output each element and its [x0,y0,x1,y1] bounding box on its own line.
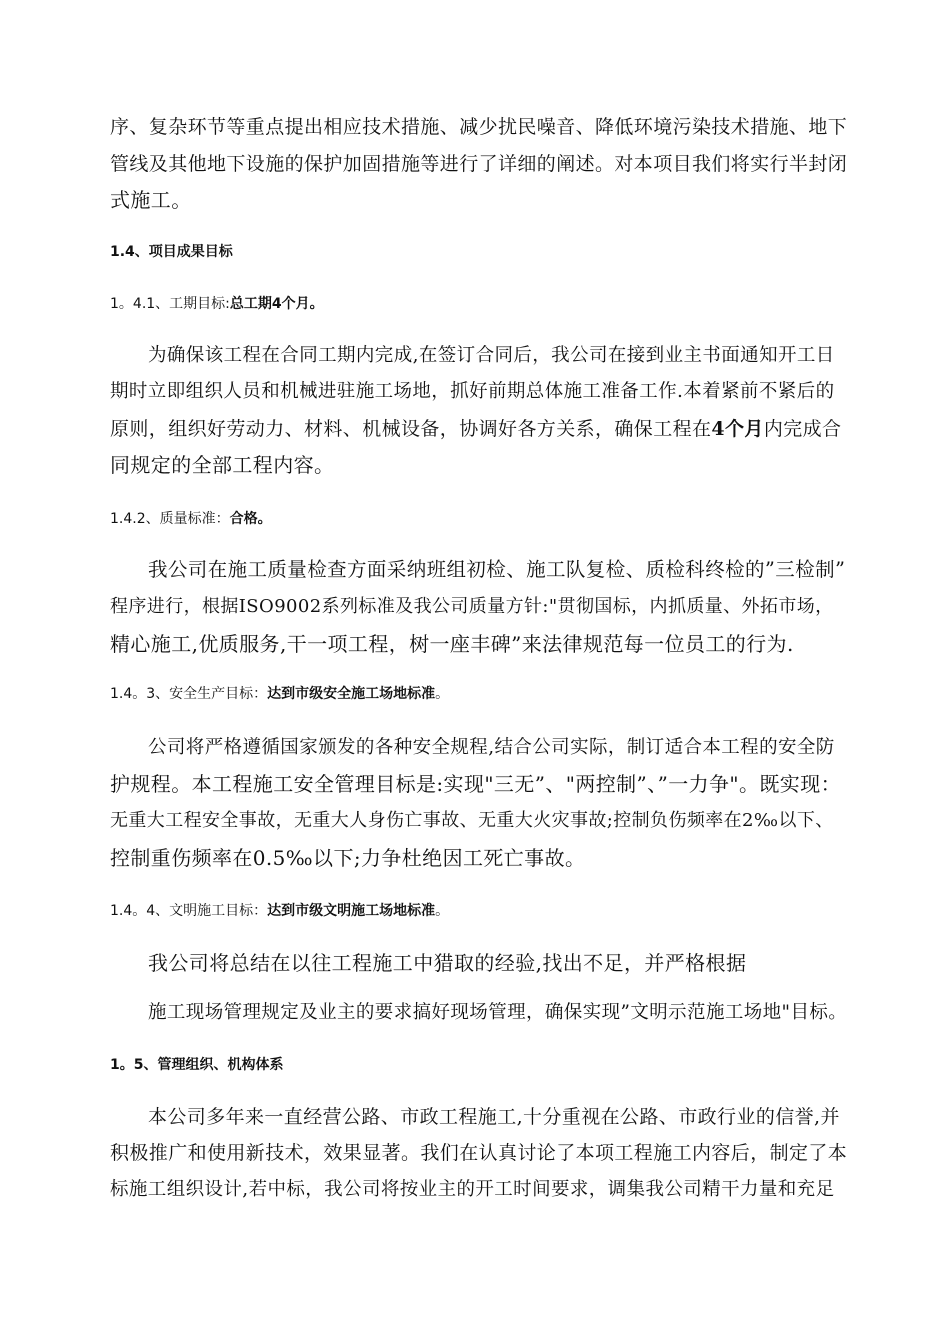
paragraph-line: 精心施工,优质服务,干一项工程，树一座丰碑”来法律规范每一位员工的行为. [110,632,794,656]
subsection-heading-1-4-4 [110,903,449,919]
heading-label: 1。4.1、工期目标: [110,296,230,312]
paragraph-line: 同规定的全部工程内容。 [110,453,335,477]
subsection-heading-1-4-1 [110,296,324,312]
paragraph-line: 公司将严格遵循国家颁发的各种安全规程,结合公司实际，制订适合本工程的安全防 [148,737,835,758]
subsection-heading-1-4-2 [110,511,272,527]
paragraph-line: 我公司在施工质量检查方面采纳班组初检、施工队复检、质检科终检的”三检制” [148,558,846,581]
heading-label: 1.4。3、安全生产目标： [110,686,268,702]
text-run: 内完成合 [763,418,842,440]
paragraph-line: 期时立即组织人员和机械进驻施工场地，抓好前期总体施工准备工作.本着紧前不紧后的 [110,381,835,402]
paragraph-line: 施工现场管理规定及业主的要求搞好现场管理，确保实现”文明示范施工场地"目标。 [148,1002,848,1023]
heading-value: 达到市级安全施工场地标准 [267,686,436,702]
paragraph-line: 我公司将总结在以往工程施工中猎取的经验,找出不足，并严格根据 [148,951,747,975]
paragraph-line: 标施工组织设计,若中标，我公司将按业主的开工时间要求，调集我公司精干力量和充足 [110,1179,835,1200]
heading-label: 1.4。4、文明施工目标： [110,903,268,919]
paragraph-line: 管线及其他地下设施的保护加固措施等进行了详细的阐述。对本项目我们将实行半封闭 [110,153,848,175]
heading-suffix: 。 [435,686,450,702]
heading-suffix: 。 [435,903,450,919]
heading-value: 总工期4个月。 [229,296,324,312]
text-run: 原则，组织好劳动力、材料、机械设备，协调好各方关系，确保工程在 [110,418,712,440]
paragraph-line [110,419,841,439]
paragraph-line: 无重大工程安全事故，无重大人身伤亡事故、无重大火灾事故;控制负伤频率在2‰以下、 [110,810,834,831]
paragraph-line: 程序进行，根据ISO9002系列标准及我公司质量方针:"贯彻国标，内抓质量、外拓市场， [110,596,834,617]
subsection-heading-1-4-3 [110,686,449,702]
paragraph-line: 式施工。 [110,188,192,212]
paragraph-line: 为确保该工程在合同工期内完成,在签订合同后，我公司在接到业主书面通知开工日 [148,345,835,366]
paragraph-line: 护规程。本工程施工安全管理目标是:实现"三无”、"两控制”、”一力争"。既实现： [110,772,842,796]
heading-value: 达到市级文明施工场地标准 [267,903,436,919]
heading-label: 1.4.2、质量标准： [110,511,230,527]
paragraph-line: 积极推广和使用新技术，效果显著。我们在认真讨论了本项工程施工内容后，制定了本 [110,1142,848,1164]
paragraph-line: 序、复杂环节等重点提出相应技术措施、减少扰民噪音、降低环境污染技术措施、地下 [110,116,848,138]
section-heading-1-4: 1.4、项目成果目标 [110,244,233,260]
emphasis-text: 4个月 [711,418,764,440]
section-heading-1-5: 1。5、管理组织、机构体系 [110,1057,284,1073]
paragraph-line: 控制重伤频率在0.5‰以下;力争杜绝因工死亡事故。 [110,846,586,870]
heading-value: 合格。 [229,511,272,527]
paragraph-line: 本公司多年来一直经营公路、市政工程施工,十分重视在公路、市政行业的信誉,并 [148,1106,840,1128]
